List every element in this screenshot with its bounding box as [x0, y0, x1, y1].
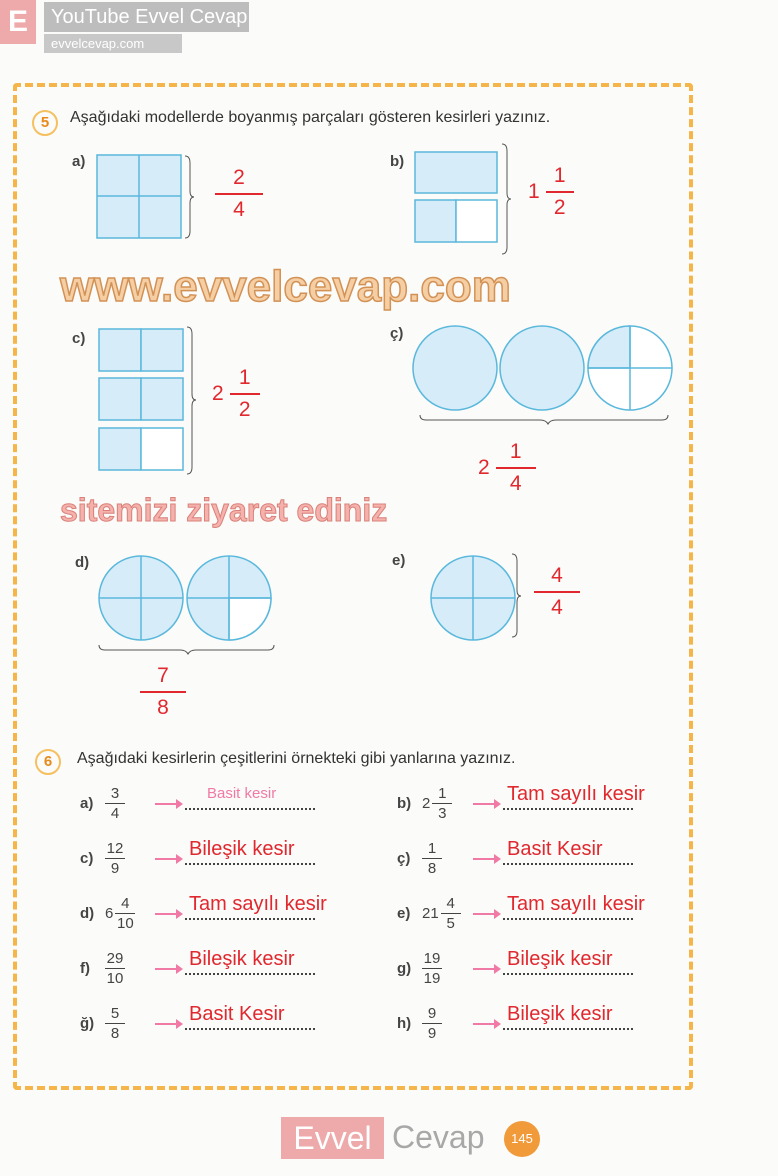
item-label: ğ) — [80, 1015, 95, 1032]
item-label: g) — [397, 960, 412, 977]
answer-text: Tam sayılı kesir — [507, 893, 645, 915]
fraction — [422, 785, 452, 822]
fraction — [105, 840, 125, 877]
fraction — [105, 895, 135, 932]
fraction-whole: 21 — [422, 905, 439, 922]
brace — [187, 326, 197, 476]
fraction-denominator: 4 — [110, 805, 120, 822]
fraction-numerator: 9 — [427, 1005, 437, 1022]
answer-d: $\frac{7}{8}$ — [140, 664, 186, 720]
fraction-denominator: 10 — [106, 970, 124, 987]
arrow-icon — [473, 968, 499, 970]
question-6-title: Aşağıdaki kesirlerin çeşitlerini örnekteki gibi yanlarına yazınız. — [77, 750, 516, 767]
answer-b: 1 $\frac{1}{2}$ — [528, 164, 574, 220]
item-label: a) — [80, 795, 94, 812]
answer-text: Tam sayılı kesir — [507, 783, 645, 805]
arrow-icon — [155, 803, 181, 805]
footer-brand-right: Cevap — [392, 1119, 485, 1155]
answer-line[interactable] — [503, 918, 633, 920]
item-label: e) — [392, 552, 406, 569]
answer-line[interactable] — [185, 1028, 315, 1030]
answer-line[interactable] — [185, 918, 315, 920]
fraction — [105, 1005, 125, 1042]
fraction-numerator: 29 — [106, 950, 124, 967]
fraction-denominator: 10 — [117, 915, 134, 932]
item-label: d) — [80, 905, 95, 922]
answer-e: $\frac{4}{4}$ — [534, 564, 580, 620]
item-label: c) — [80, 850, 94, 867]
answer-line[interactable] — [503, 973, 633, 975]
answer-line[interactable] — [503, 1028, 633, 1030]
item-label: e) — [397, 905, 411, 922]
answer-text: Bileşik kesir — [507, 1003, 613, 1025]
arrow-icon — [473, 913, 499, 915]
fraction-denominator: 8 — [427, 860, 437, 877]
answer-text: Basit kesir — [207, 785, 277, 802]
watermark-secondary: sitemizi ziyaret ediniz — [60, 492, 388, 528]
fraction — [105, 785, 125, 822]
arrow-icon — [155, 858, 181, 860]
brace — [512, 553, 522, 639]
arrow-icon — [473, 858, 499, 860]
answer-text: Bileşik kesir — [189, 838, 295, 860]
fraction-denominator: 3 — [438, 805, 447, 822]
fraction — [422, 840, 442, 877]
fraction — [422, 895, 461, 932]
fraction-whole: 2 — [422, 795, 431, 812]
model-a-squares — [97, 155, 183, 239]
answer-line[interactable] — [185, 808, 315, 810]
item-label: c) — [72, 330, 86, 347]
fraction — [105, 950, 125, 987]
item-label: h) — [397, 1015, 412, 1032]
arrow-icon — [155, 913, 181, 915]
model-b-rectangles — [415, 152, 499, 244]
fraction-numerator: 3 — [110, 785, 120, 802]
fraction-numerator: 4 — [121, 895, 130, 912]
answer-line[interactable] — [503, 808, 633, 810]
fraction-denominator: 19 — [423, 970, 441, 987]
watermark-main: www.evvelcevap.com — [60, 262, 511, 311]
site-name: evvelcevap.com — [44, 34, 182, 53]
item-label: d) — [75, 554, 90, 571]
fraction — [422, 1005, 442, 1042]
fraction-denominator: 8 — [110, 1025, 120, 1042]
answer-text: Bileşik kesir — [507, 948, 613, 970]
item-label: f) — [80, 960, 90, 977]
answer-c: 2 $\frac{1}{2}$ — [212, 366, 260, 422]
arrow-icon — [473, 803, 499, 805]
fraction-denominator: 9 — [110, 860, 120, 877]
fraction-numerator: 5 — [110, 1005, 120, 1022]
answer-text: Basit Kesir — [189, 1003, 285, 1025]
brace — [502, 143, 512, 255]
answer-line[interactable] — [185, 863, 315, 865]
model-c-rectangles — [99, 329, 185, 473]
model-c-cedilla-circles — [412, 325, 677, 425]
item-label: ç) — [390, 325, 404, 342]
fraction-whole: 6 — [105, 905, 114, 922]
model-d-circles — [98, 555, 278, 660]
fraction-numerator: 4 — [446, 895, 455, 912]
footer-brand-left: Evvel — [281, 1117, 384, 1159]
logo-badge: E — [0, 0, 36, 44]
question-5-title: Aşağıdaki modellerde boyanmış parçaları gösteren kesirleri yazınız. — [70, 109, 551, 126]
answer-a: $\frac{2}{4}$ — [215, 166, 263, 222]
question-number-5: 5 — [32, 110, 58, 136]
answer-text: Tam sayılı kesir — [189, 893, 327, 915]
fraction-numerator: 1 — [427, 840, 437, 857]
arrow-icon — [155, 968, 181, 970]
channel-name: YouTube Evvel Cevap — [44, 2, 249, 32]
answer-line[interactable] — [185, 973, 315, 975]
answer-c-cedilla: 2 $\frac{1}{4}$ — [478, 440, 536, 496]
item-label: a) — [72, 153, 86, 170]
item-label: ç) — [397, 850, 411, 867]
item-label: b) — [397, 795, 412, 812]
fraction-denominator: 5 — [446, 915, 455, 932]
arrow-icon — [155, 1023, 181, 1025]
brace — [185, 155, 195, 239]
answer-text: Bileşik kesir — [189, 948, 295, 970]
answer-line[interactable] — [503, 863, 633, 865]
item-label: b) — [390, 153, 405, 170]
answer-text: Basit Kesir — [507, 838, 603, 860]
fraction-numerator: 19 — [423, 950, 441, 967]
fraction — [422, 950, 442, 987]
page-number: 145 — [504, 1121, 540, 1157]
fraction-numerator: 12 — [106, 840, 124, 857]
arrow-icon — [473, 1023, 499, 1025]
model-e-circle — [430, 555, 520, 645]
fraction-denominator: 9 — [427, 1025, 437, 1042]
fraction-numerator: 1 — [438, 785, 447, 802]
question-number-6: 6 — [35, 749, 61, 775]
